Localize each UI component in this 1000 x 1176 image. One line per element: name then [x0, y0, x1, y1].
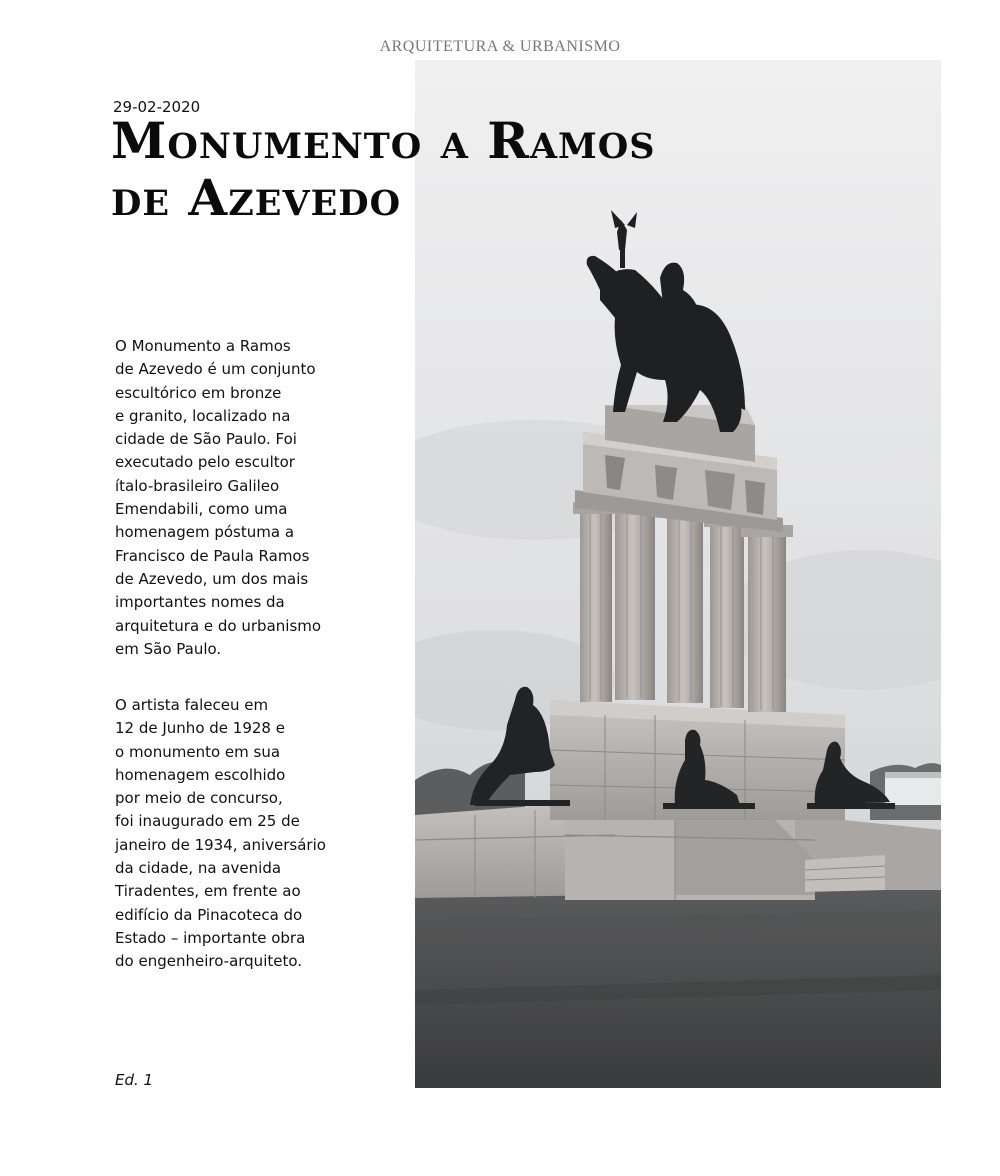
title-line-1: Monumento a Ramos [111, 111, 656, 170]
text-line: janeiro de 1934, aniversário [115, 835, 326, 854]
text-line: homenagem escolhido [115, 765, 286, 784]
text-line: e granito, localizado na [115, 406, 291, 425]
text-line: escultórico em bronze [115, 383, 282, 402]
text-line: Tiradentes, em frente ao [115, 882, 301, 901]
text-line: foi inaugurado em 25 de [115, 812, 300, 831]
text-line: o monumento em sua [115, 742, 281, 761]
text-line: executado pelo escultor [115, 453, 295, 472]
text-line: de Azevedo, um dos mais [115, 569, 309, 588]
text-line: cidade de São Paulo. Foi [115, 430, 297, 449]
text-line: Estado – importante obra [115, 928, 306, 947]
article-date: 29-02-2020 [113, 98, 201, 116]
text-line: Francisco de Paula Ramos [115, 546, 310, 565]
text-line: do engenheiro-arquiteto. [115, 952, 303, 971]
text-line: em São Paulo. [115, 639, 222, 658]
edition-label: Ed. 1 [115, 1071, 154, 1089]
section-header: ARQUITETURA & URBANISMO [379, 38, 621, 55]
text-line: Emendabili, como uma [115, 500, 288, 519]
text-line: de Azevedo é um conjunto [115, 360, 316, 379]
paragraph-2 [115, 694, 345, 974]
text-line: por meio de concurso, [115, 789, 283, 808]
text-line: O Monumento a Ramos [115, 337, 291, 355]
text-line: 12 de Junho de 1928 e [115, 719, 285, 738]
text-line: ítalo-brasileiro Galileo [115, 476, 280, 495]
article-title [111, 112, 811, 226]
text-line: homenagem póstuma a [115, 523, 295, 542]
text-line: da cidade, na avenida [115, 859, 282, 878]
text-line: importantes nomes da [115, 593, 285, 612]
paragraph-1 [115, 335, 345, 661]
title-line-2: de Azevedo [111, 168, 402, 227]
text-line: arquitetura e do urbanismo [115, 616, 322, 635]
text-line: edifício da Pinacoteca do [115, 905, 303, 924]
text-line: O artista faleceu em [115, 696, 269, 714]
